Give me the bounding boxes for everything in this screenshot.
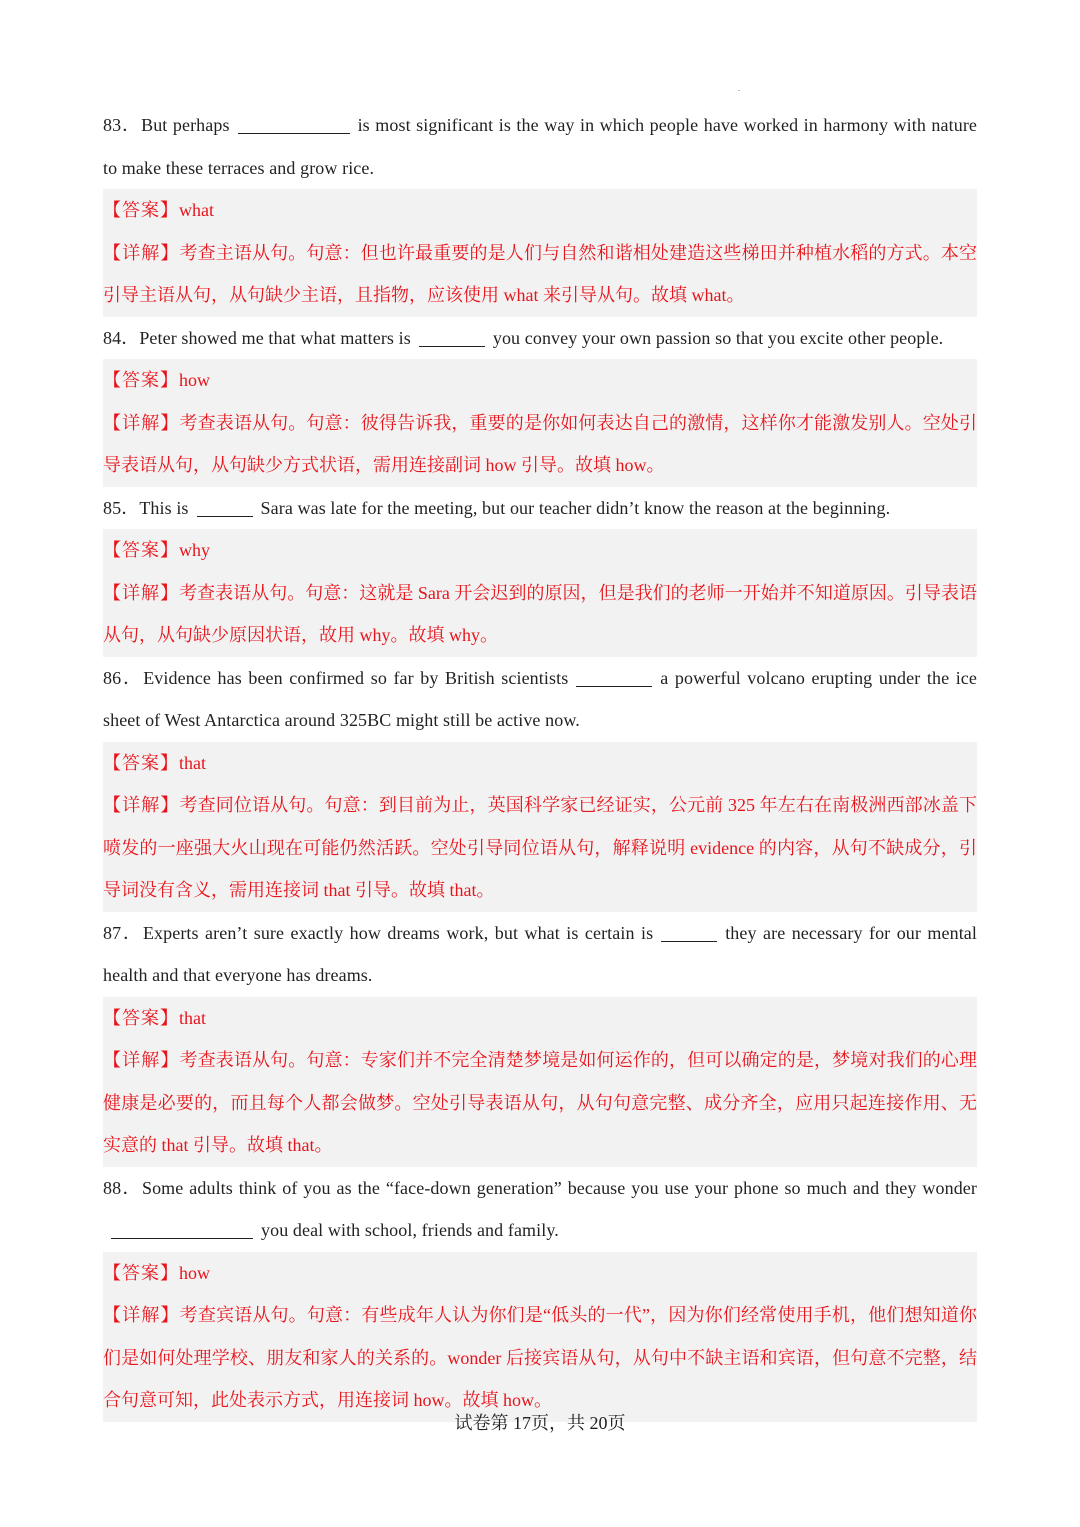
page-footer: 试卷第 17页，共 20页	[454, 1413, 626, 1433]
answer-line: 【答案】how	[103, 1262, 210, 1283]
answer-line: 【答案】that	[103, 1007, 206, 1028]
detail-line: 【详解】考查表语从句。句意：这就是 Sara 开会迟到的原因，但是我们的老师一开始并不知道原因。引导表语从句，从句缺少原因状语，故用 why。故填 why。	[103, 582, 978, 645]
answer-blank	[238, 115, 350, 134]
answer-line: 【答案】what	[103, 200, 214, 220]
question-88: 88．Some adults think of you as the “face-down generation” because you use your phone so much and they wonderyou deal with school, friends and family.	[103, 1177, 977, 1240]
solution-84	[103, 359, 977, 487]
question-83: 83．But perhaps is most significant is the way in which people have worked in harmony with nature to make these terraces and grow rice.	[103, 115, 978, 178]
scan-mark	[738, 90, 740, 91]
answer-line: 【答案】why	[103, 540, 210, 560]
detail-line: 【详解】考查主语从句。句意：但也许最重要的是人们与自然和谐相处建造这些梯田并种植水稻的方式。本空引导主语从句，从句缺少主语，且指物，应该使用 what 来引导从句。故填 what。	[103, 242, 978, 305]
question-85: 85．This is Sara was late for the meeting, but our teacher didn’t know the reason at the beginning.	[103, 497, 891, 518]
solution-88	[103, 1252, 977, 1422]
answer-blank	[111, 1220, 253, 1239]
detail-line: 【详解】考查表语从句。句意：专家们并不完全清楚梦境是如何运作的，但可以确定的是，梦境对我们的心理健康是必要的，而且每个人都会做梦。空处引导表语从句，从句句意完整、成分齐全，应用只起连接作用、无实意的 that 引导。故填 that。	[103, 1050, 978, 1155]
detail-line: 【详解】考查宾语从句。句意：有些成年人认为你们是“低头的一代”，因为你们经常使用手机，他们想知道你们是如何处理学校、朋友和家人的关系的。wonder 后接宾语从句，从句中不缺主语和宾语，但句意不完整，结合句意可知，此处表示方式，用连接词 how。故填 how。	[103, 1305, 977, 1410]
answer-blank	[661, 923, 717, 942]
exercise-page	[103, 104, 977, 1422]
solution-87	[103, 997, 977, 1167]
detail-line: 【详解】考查同位语从句。句意：到目前为止，英国科学家已经证实，公元前 325 年左右在南极洲西部冰盖下喷发的一座强大火山现在可能仍然活跃。空处引导同位语从句，解释说明 evidence 的内容，从句不缺成分，引导词没有含义，需用连接词 that 引导。故填 that。	[103, 795, 978, 900]
answer-blank	[419, 328, 485, 347]
answer-line: 【答案】how	[103, 370, 210, 390]
answer-blank	[197, 498, 253, 517]
question-86: 86．Evidence has been confirmed so far by British scientists a powerful volcano erupting under the ice sheet of West Antarctica around 325BC might still be active now.	[103, 667, 977, 730]
detail-line: 【详解】考查表语从句。句意：彼得告诉我，重要的是你如何表达自己的激情，这样你才能激发别人。空处引导表语从句，从句缺少方式状语，需用连接副词 how 引导。故填 how。	[103, 412, 978, 475]
question-87: 87．Experts aren’t sure exactly how dreams work, but what is certain is they are necessary for our mental health and that everyone has dreams.	[103, 922, 977, 985]
solution-85	[103, 529, 977, 657]
question-84: 84．Peter showed me that what matters is you convey your own passion so that you excite other people.	[103, 327, 944, 348]
answer-line: 【答案】that	[103, 752, 206, 773]
solution-86	[103, 742, 977, 912]
solution-83	[103, 189, 977, 317]
answer-blank	[576, 668, 652, 687]
